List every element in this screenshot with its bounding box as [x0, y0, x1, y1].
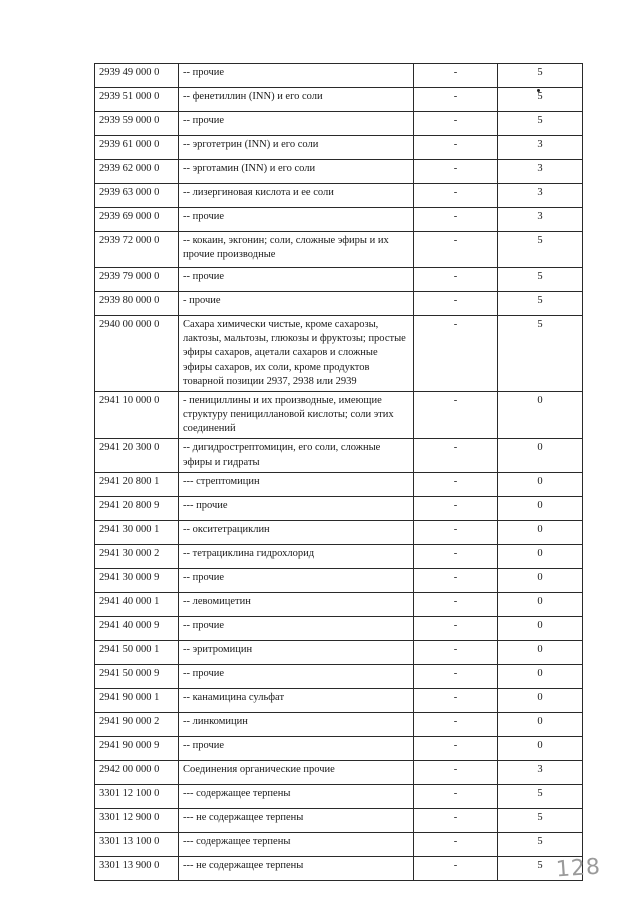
table-row — [95, 544, 583, 568]
description-cell: --- содержащее терпены — [179, 832, 414, 856]
rate-cell: 0 — [498, 568, 583, 592]
dash-cell: - — [414, 472, 498, 496]
description-cell: - пенициллины и их производные, имеющие структуру пенициллановой кислоты; соли этих соединений — [179, 391, 414, 439]
rate-cell: 5 — [498, 784, 583, 808]
table-row — [95, 688, 583, 712]
rate-cell: 5 — [498, 856, 583, 880]
table-row — [95, 208, 583, 232]
code-cell: 2939 49 000 0 — [95, 64, 179, 88]
dash-cell: - — [414, 208, 498, 232]
description-cell: -- прочие — [179, 616, 414, 640]
description-cell: --- стрептомицин — [179, 472, 414, 496]
rate-cell: 0 — [498, 391, 583, 439]
description-cell: Сахара химически чистые, кроме сахарозы, лактозы, мальтозы, глюкозы и фруктозы; простые эфиры сахаров, ацетали сахаров и сложные эфиры сахаров, их соли, кроме продуктов товарной позиции 2937, 2938 или 2939 — [179, 316, 414, 392]
table-row — [95, 664, 583, 688]
description-cell: -- эрготамин (INN) и его соли — [179, 160, 414, 184]
code-cell: 2940 00 000 0 — [95, 316, 179, 392]
description-cell: -- эрготетрин (INN) и его соли — [179, 136, 414, 160]
description-cell: -- лизергиновая кислота и ее соли — [179, 184, 414, 208]
description-cell: - прочие — [179, 292, 414, 316]
code-cell: 2941 20 800 1 — [95, 472, 179, 496]
table-row — [95, 760, 583, 784]
code-cell: 2939 61 000 0 — [95, 136, 179, 160]
table-row — [95, 160, 583, 184]
rate-cell: 0 — [498, 544, 583, 568]
code-cell: 2941 30 000 9 — [95, 568, 179, 592]
dash-cell: - — [414, 784, 498, 808]
table-row — [95, 712, 583, 736]
table-row — [95, 184, 583, 208]
rate-cell: 3 — [498, 136, 583, 160]
rate-cell: 0 — [498, 592, 583, 616]
dash-cell: - — [414, 544, 498, 568]
table-row — [95, 784, 583, 808]
rate-cell: 5 — [498, 232, 583, 268]
code-cell: 2941 20 300 0 — [95, 439, 179, 472]
code-cell: 2939 63 000 0 — [95, 184, 179, 208]
dash-cell: - — [414, 520, 498, 544]
description-cell: --- не содержащее терпены — [179, 856, 414, 880]
code-cell: 2942 00 000 0 — [95, 760, 179, 784]
dash-cell: - — [414, 712, 498, 736]
rate-cell: 3 — [498, 760, 583, 784]
dash-cell: - — [414, 664, 498, 688]
rate-cell: 5 — [498, 832, 583, 856]
table-row — [95, 64, 583, 88]
dash-cell: - — [414, 160, 498, 184]
rate-cell: 0 — [498, 472, 583, 496]
table-row — [95, 88, 583, 112]
table-row — [95, 856, 583, 880]
dash-cell: - — [414, 808, 498, 832]
code-cell: 3301 12 100 0 — [95, 784, 179, 808]
dash-cell: - — [414, 112, 498, 136]
code-cell: 2939 72 000 0 — [95, 232, 179, 268]
dash-cell: - — [414, 832, 498, 856]
code-cell: 2939 69 000 0 — [95, 208, 179, 232]
description-cell: -- прочие — [179, 736, 414, 760]
code-cell: 2939 62 000 0 — [95, 160, 179, 184]
code-cell: 2941 90 000 9 — [95, 736, 179, 760]
description-cell: --- не содержащее терпены — [179, 808, 414, 832]
code-cell: 2941 40 000 9 — [95, 616, 179, 640]
table-row — [95, 439, 583, 472]
rate-cell: 5 — [498, 112, 583, 136]
description-cell: -- прочие — [179, 664, 414, 688]
code-cell: 3301 13 100 0 — [95, 832, 179, 856]
table-row — [95, 112, 583, 136]
dash-cell: - — [414, 136, 498, 160]
code-cell: 2941 10 000 0 — [95, 391, 179, 439]
table-row — [95, 568, 583, 592]
rate-cell: 0 — [498, 616, 583, 640]
rate-cell: 5 — [498, 268, 583, 292]
table-row — [95, 268, 583, 292]
dash-cell: - — [414, 760, 498, 784]
rate-cell: 0 — [498, 736, 583, 760]
dash-cell: - — [414, 391, 498, 439]
dash-cell: - — [414, 292, 498, 316]
description-cell: -- прочие — [179, 568, 414, 592]
code-cell: 2941 90 000 2 — [95, 712, 179, 736]
rate-cell: 5 — [498, 64, 583, 88]
dash-cell: - — [414, 568, 498, 592]
description-cell: -- прочие — [179, 208, 414, 232]
code-cell: 2939 51 000 0 — [95, 88, 179, 112]
code-cell: 2941 20 800 9 — [95, 496, 179, 520]
description-cell: -- кокаин, экгонин; соли, сложные эфиры и их прочие производные — [179, 232, 414, 268]
description-cell: -- канамицина сульфат — [179, 688, 414, 712]
dash-cell: - — [414, 736, 498, 760]
dash-cell: - — [414, 88, 498, 112]
description-cell: -- дигидрострептомицин, его соли, сложные эфиры и гидраты — [179, 439, 414, 472]
table-row — [95, 832, 583, 856]
table-row — [95, 391, 583, 439]
tariff-table-body — [95, 64, 583, 881]
dash-cell: - — [414, 316, 498, 392]
table-row — [95, 520, 583, 544]
rate-cell: 0 — [498, 640, 583, 664]
rate-cell: 5 — [498, 808, 583, 832]
table-row — [95, 808, 583, 832]
code-cell: 2941 40 000 1 — [95, 592, 179, 616]
rate-cell: 0 — [498, 712, 583, 736]
dash-cell: - — [414, 640, 498, 664]
description-cell: -- прочие — [179, 64, 414, 88]
code-cell: 2941 90 000 1 — [95, 688, 179, 712]
description-cell: -- окситетрациклин — [179, 520, 414, 544]
table-row — [95, 472, 583, 496]
table-row — [95, 292, 583, 316]
rate-cell: 0 — [498, 664, 583, 688]
dash-cell: - — [414, 592, 498, 616]
description-cell: -- прочие — [179, 112, 414, 136]
table-row — [95, 616, 583, 640]
description-cell: -- линкомицин — [179, 712, 414, 736]
description-cell: -- тетрациклина гидрохлорид — [179, 544, 414, 568]
rate-cell: 0 — [498, 520, 583, 544]
table-row — [95, 640, 583, 664]
table-row — [95, 316, 583, 392]
table-row — [95, 136, 583, 160]
code-cell: 3301 12 900 0 — [95, 808, 179, 832]
dash-cell: - — [414, 616, 498, 640]
description-cell: -- левомицетин — [179, 592, 414, 616]
rate-cell: 5 — [498, 88, 583, 112]
dash-cell: - — [414, 856, 498, 880]
code-cell: 2939 80 000 0 — [95, 292, 179, 316]
table-row — [95, 232, 583, 268]
dash-cell: - — [414, 496, 498, 520]
rate-cell: 3 — [498, 160, 583, 184]
code-cell: 2939 59 000 0 — [95, 112, 179, 136]
description-cell: --- прочие — [179, 496, 414, 520]
description-cell: -- прочие — [179, 268, 414, 292]
table-row — [95, 496, 583, 520]
code-cell: 3301 13 900 0 — [95, 856, 179, 880]
code-cell: 2939 79 000 0 — [95, 268, 179, 292]
dash-cell: - — [414, 688, 498, 712]
code-cell: 2941 50 000 1 — [95, 640, 179, 664]
dash-cell: - — [414, 64, 498, 88]
rate-cell: 3 — [498, 208, 583, 232]
rate-cell: 5 — [498, 292, 583, 316]
tariff-table — [94, 63, 583, 881]
rate-cell: 3 — [498, 184, 583, 208]
dash-cell: - — [414, 232, 498, 268]
dash-cell: - — [414, 184, 498, 208]
description-cell: --- содержащее терпены — [179, 784, 414, 808]
description-cell: Соединения органические прочие — [179, 760, 414, 784]
dash-cell: - — [414, 439, 498, 472]
rate-cell: 0 — [498, 439, 583, 472]
code-cell: 2941 50 000 9 — [95, 664, 179, 688]
code-cell: 2941 30 000 1 — [95, 520, 179, 544]
description-cell: -- эритромицин — [179, 640, 414, 664]
rate-cell: 5 — [498, 316, 583, 392]
table-row — [95, 736, 583, 760]
dash-cell: - — [414, 268, 498, 292]
rate-cell: 0 — [498, 496, 583, 520]
page-number: 128 — [555, 854, 602, 883]
code-cell: 2941 30 000 2 — [95, 544, 179, 568]
rate-cell: 0 — [498, 688, 583, 712]
description-cell: -- фенетиллин (INN) и его соли — [179, 88, 414, 112]
table-row — [95, 592, 583, 616]
